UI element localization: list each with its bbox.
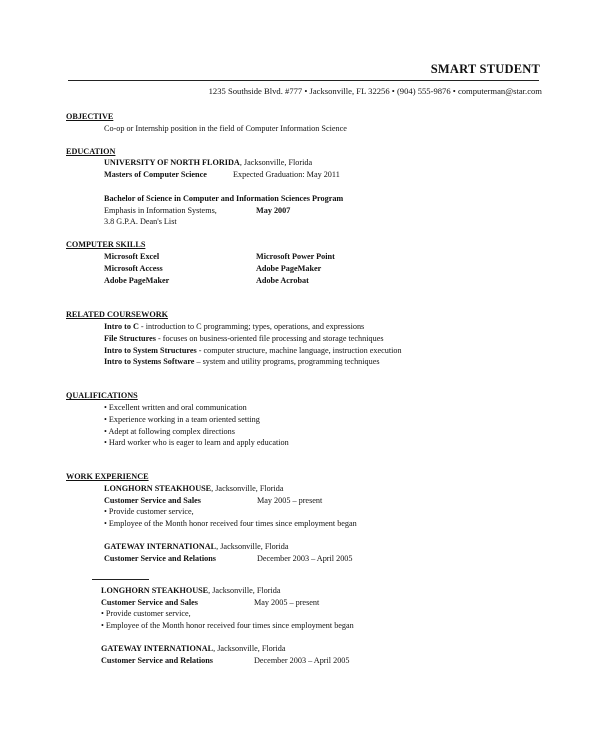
education-heading: EDUCATION bbox=[66, 147, 116, 156]
job-title: Customer Service and Sales bbox=[101, 598, 198, 607]
objective-heading: OBJECTIVE bbox=[66, 112, 114, 121]
job-bullet: • Employee of the Month honor received four times since employment began bbox=[101, 621, 354, 630]
employer-location: , Jacksonville, Florida bbox=[211, 484, 284, 493]
employer-location: , Jacksonville, Florida bbox=[208, 586, 281, 595]
course-item bbox=[104, 346, 402, 356]
employer-name: GATEWAY INTERNATIONAL bbox=[104, 542, 217, 551]
course-item bbox=[104, 334, 384, 344]
degree-masters: Masters of Computer Science bbox=[104, 170, 207, 179]
job-bullet: • Provide customer service, bbox=[101, 609, 191, 618]
contact-line: 1235 Southside Blvd. #777 • Jacksonville, FL 32256 • (904) 555-9876 • computerman@star.com bbox=[208, 86, 542, 96]
job-employer bbox=[101, 586, 280, 596]
course-title: File Structures bbox=[104, 334, 156, 343]
gpa: 3.8 G.P.A. Dean's List bbox=[104, 217, 177, 226]
objective-text: Co-op or Internship position in the field of Computer Information Science bbox=[104, 124, 347, 133]
employer-name: LONGHORN STEAKHOUSE bbox=[104, 484, 212, 493]
skill-item: Adobe Acrobat bbox=[256, 276, 309, 285]
job-title: Customer Service and Relations bbox=[101, 656, 213, 665]
job-dates: May 2005 – present bbox=[257, 496, 323, 505]
school-location: , Jacksonville, Florida bbox=[239, 158, 313, 167]
job-title: Customer Service and Sales bbox=[104, 496, 201, 505]
course-title: Intro to Systems Software bbox=[104, 357, 195, 366]
course-desc: - focuses on business-oriented file processing and storage techniques bbox=[155, 334, 384, 343]
skill-item: Adobe PageMaker bbox=[256, 264, 322, 273]
course-item bbox=[104, 322, 364, 332]
degree-bachelor-date: May 2007 bbox=[256, 206, 291, 215]
skill-item: Adobe PageMaker bbox=[104, 276, 170, 285]
degree-masters-date: Expected Graduation: May 2011 bbox=[233, 170, 340, 179]
employer-location: , Jacksonville, Florida bbox=[216, 542, 289, 551]
course-item bbox=[104, 357, 380, 367]
header-rule bbox=[68, 80, 539, 81]
qualification-item: • Hard worker who is eager to learn and apply education bbox=[104, 438, 289, 447]
skill-item: Microsoft Power Point bbox=[256, 252, 335, 261]
school-name: UNIVERSITY OF NORTH FLORIDA bbox=[104, 158, 240, 167]
work-heading: WORK EXPERIENCE bbox=[66, 472, 149, 481]
qualification-item: • Adept at following complex directions bbox=[104, 427, 235, 436]
qualification-item: • Excellent written and oral communication bbox=[104, 403, 247, 412]
employer-name: GATEWAY INTERNATIONAL bbox=[101, 644, 214, 653]
course-desc: - computer structure, machine language, instruction execution bbox=[196, 346, 402, 355]
course-title: Intro to System Structures bbox=[104, 346, 197, 355]
skill-item: Microsoft Excel bbox=[104, 252, 160, 261]
candidate-name: SMART STUDENT bbox=[430, 62, 540, 76]
job-employer bbox=[104, 484, 283, 494]
job-dates: May 2005 – present bbox=[254, 598, 320, 607]
separator-rule bbox=[92, 579, 149, 580]
emphasis: Emphasis in Information Systems, bbox=[104, 206, 217, 215]
job-employer bbox=[104, 542, 288, 552]
qualifications-heading: QUALIFICATIONS bbox=[66, 391, 138, 400]
coursework-heading: RELATED COURSEWORK bbox=[66, 310, 168, 319]
job-employer bbox=[101, 644, 285, 654]
job-dates: December 2003 – April 2005 bbox=[254, 656, 350, 665]
employer-location: , Jacksonville, Florida bbox=[213, 644, 286, 653]
school-line bbox=[104, 158, 312, 168]
job-dates: December 2003 – April 2005 bbox=[257, 554, 353, 563]
course-desc: - introduction to C programming; types, operations, and expressions bbox=[138, 322, 365, 331]
degree-bachelor: Bachelor of Science in Computer and Information Sciences Program bbox=[104, 194, 344, 203]
qualification-item: • Experience working in a team oriented setting bbox=[104, 415, 260, 424]
skill-item: Microsoft Access bbox=[104, 264, 163, 273]
course-title: Intro to C bbox=[104, 322, 139, 331]
job-title: Customer Service and Relations bbox=[104, 554, 216, 563]
course-desc: – system and utility programs, programming techniques bbox=[194, 357, 380, 366]
skills-heading: COMPUTER SKILLS bbox=[66, 240, 146, 249]
job-bullet: • Provide customer service, bbox=[104, 507, 194, 516]
job-bullet: • Employee of the Month honor received four times since employment began bbox=[104, 519, 357, 528]
employer-name: LONGHORN STEAKHOUSE bbox=[101, 586, 209, 595]
